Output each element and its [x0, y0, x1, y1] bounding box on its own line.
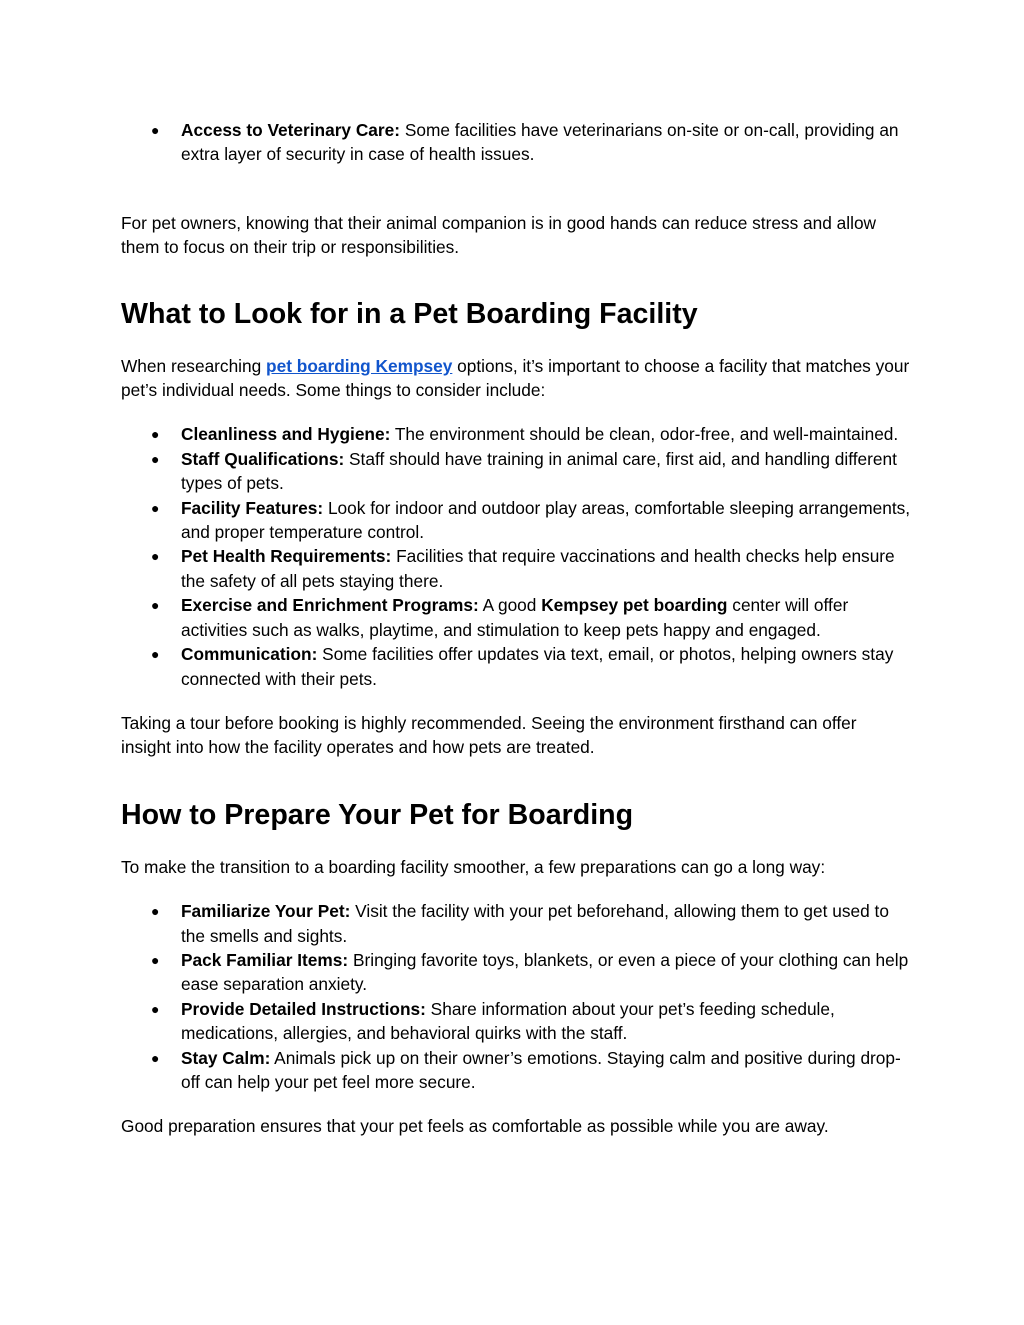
preparation-checklist	[121, 899, 911, 1094]
top-bullet-list	[121, 118, 911, 167]
document-page	[121, 118, 911, 1139]
section-heading-facility: What to Look for in a Pet Boarding Facility	[121, 297, 698, 330]
list-item	[121, 948, 911, 997]
list-item	[121, 997, 911, 1046]
bullet-icon: ●	[151, 1000, 160, 1017]
section1-paragraph: When researching pet boarding Kempsey options, it’s important to choose a facility that matches your pet’s individual needs. Some things to consider include:	[121, 355, 910, 401]
list-item	[121, 447, 911, 496]
bullet-icon: ●	[151, 426, 160, 443]
bullet-icon: ●	[151, 951, 160, 968]
bullet-icon: ●	[151, 1049, 160, 1066]
list-item-term: Exercise and Enrichment Programs:	[181, 595, 479, 616]
intro-paragraph: For pet owners, knowing that their animal companion is in good hands can reduce stress and allow them to focus on their trip or responsibilities.	[121, 212, 877, 258]
section2-closing-paragraph: Good preparation ensures that your pet feels as comfortable as possible while you are away.	[121, 1116, 829, 1137]
bullet-icon: ●	[151, 646, 160, 663]
pet-boarding-kempsey-link[interactable]: pet boarding Kempsey	[266, 355, 453, 376]
section2-intro-paragraph: To make the transition to a boarding facility smoother, a few preparations can go a long way:	[121, 856, 826, 877]
list-item-text: Animals pick up on their owner’s emotions. Staying calm and positive during drop-off can help your pet feel more secure.	[181, 1047, 901, 1092]
list-item-term: Pet Health Requirements:	[181, 546, 392, 567]
list-item-text: Look for indoor and outdoor play areas, comfortable sleeping arrangements, and proper temperature control.	[181, 497, 911, 543]
section1-closing-paragraph: Taking a tour before booking is highly recommended. Seeing the environment firsthand can offer insight into how the facility operates and how pets are treated.	[121, 712, 857, 758]
list-item-term: Facility Features:	[181, 497, 324, 518]
bullet-icon: ●	[151, 499, 160, 516]
list-item-term: Staff Qualifications:	[181, 448, 345, 469]
list-item-term: Provide Detailed Instructions:	[181, 998, 426, 1019]
facility-checklist	[121, 422, 911, 690]
list-item-text: Share information about your pet’s feeding schedule, medications, allergies, and behavioral quirks with the staff.	[181, 998, 835, 1044]
list-item-text: Staff should have training in animal care, first aid, and handling different types of pets.	[181, 448, 897, 494]
bullet-icon: ●	[151, 548, 160, 565]
list-item-text: center will offer activities such as walks, playtime, and stimulation to keep pets happy and engaged.	[181, 595, 849, 640]
list-item-bold-phrase: Kempsey pet boarding	[541, 595, 728, 616]
bullet-icon: ●	[151, 122, 160, 138]
list-item-text: The environment should be clean, odor-free, and well-maintained.	[390, 424, 899, 445]
list-item-text: A good	[478, 595, 542, 616]
list-item	[121, 496, 911, 545]
list-item-term: Cleanliness and Hygiene:	[181, 424, 391, 445]
bullet-icon: ●	[151, 903, 160, 920]
bullet-icon: ●	[151, 597, 160, 614]
list-item	[121, 593, 911, 642]
list-item	[121, 899, 911, 948]
list-item-term: Familiarize Your Pet:	[181, 901, 351, 922]
list-item-text: Some facilities have veterinarians on-site or on-call, providing an extra layer of security in case of health issues.	[181, 120, 899, 165]
bullet-icon: ●	[151, 450, 160, 467]
list-item	[121, 642, 911, 691]
list-item-term: Access to Veterinary Care:	[181, 120, 401, 140]
section-heading-prepare: How to Prepare Your Pet for Boarding	[121, 798, 634, 831]
list-item-text: Facilities that require vaccinations and health checks help ensure the safety of all pets staying there.	[181, 546, 895, 591]
list-item-text: Visit the facility with your pet beforehand, allowing them to get used to the smells and sights.	[181, 901, 889, 946]
list-item-term: Communication:	[181, 644, 318, 665]
list-item	[121, 1046, 911, 1095]
list-item	[121, 422, 911, 446]
list-item-text: Some facilities offer updates via text, email, or photos, helping owners stay connected with their pets.	[181, 644, 894, 689]
list-item-term: Stay Calm:	[181, 1047, 271, 1068]
list-item-text: Bringing favorite toys, blankets, or even a piece of your clothing can help ease separation anxiety.	[181, 949, 909, 995]
list-item	[121, 118, 911, 167]
list-item	[121, 544, 911, 593]
list-item-term: Pack Familiar Items:	[181, 949, 349, 970]
